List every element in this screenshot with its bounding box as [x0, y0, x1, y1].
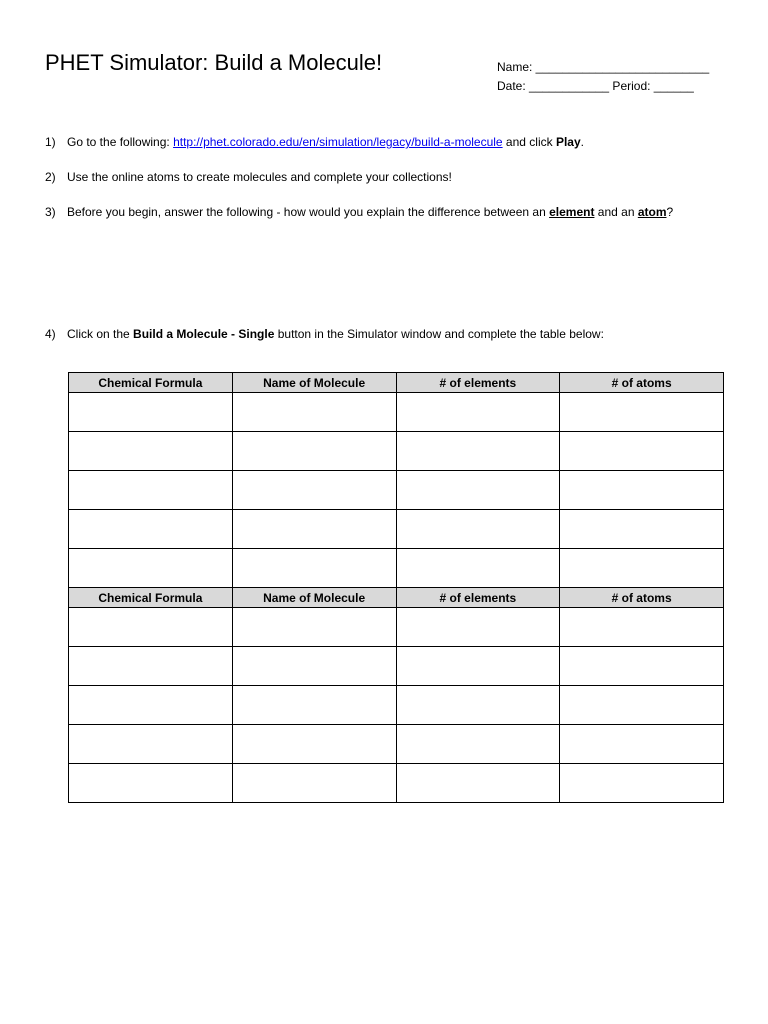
table-header-row [69, 373, 724, 393]
header-chemical-formula: Chemical Formula [69, 588, 233, 608]
table-cell[interactable] [396, 686, 560, 725]
table-cell[interactable] [232, 686, 396, 725]
table-cell[interactable] [396, 647, 560, 686]
question-text: Click on the [67, 327, 134, 341]
simulation-link[interactable]: http://phet.colorado.edu/en/simulation/legacy/build-a-molecule [173, 135, 503, 149]
table-cell[interactable] [396, 510, 560, 549]
table-cell[interactable] [396, 608, 560, 647]
table-cell[interactable] [396, 725, 560, 764]
table-row [69, 686, 724, 725]
table-row [69, 725, 724, 764]
table-cell[interactable] [560, 686, 724, 725]
question-text: Before you begin, answer the following - how would you explain the difference between an [67, 205, 550, 219]
table-cell[interactable] [560, 393, 724, 432]
table-row [69, 764, 724, 803]
table-cell[interactable] [232, 510, 396, 549]
table-cell[interactable] [396, 393, 560, 432]
table-cell[interactable] [396, 432, 560, 471]
header-num-atoms: # of atoms [560, 588, 724, 608]
table-row [69, 647, 724, 686]
table-cell[interactable] [69, 510, 233, 549]
table-row [69, 608, 724, 647]
question-text: button in the Simulator window and complete the table below: [274, 327, 604, 341]
table-cell[interactable] [396, 471, 560, 510]
table-row [69, 510, 724, 549]
header-name-of-molecule: Name of Molecule [232, 588, 396, 608]
table-cell[interactable] [560, 471, 724, 510]
table-header-row [69, 588, 724, 608]
header-num-elements: # of elements [396, 373, 560, 393]
table-cell[interactable] [69, 432, 233, 471]
table-cell[interactable] [560, 510, 724, 549]
question-3 [45, 205, 673, 219]
element-term: element [549, 205, 595, 219]
table-row [69, 471, 724, 510]
table-cell[interactable] [560, 608, 724, 647]
table-cell[interactable] [69, 764, 233, 803]
question-text: Use the online atoms to create molecules and complete your collections! [67, 170, 452, 184]
molecule-table [68, 372, 724, 803]
question-2 [45, 170, 452, 184]
question-1 [45, 135, 584, 149]
table-cell[interactable] [69, 608, 233, 647]
question-number: 3) [45, 205, 56, 219]
table-cell[interactable] [232, 432, 396, 471]
question-text: and an [594, 205, 638, 219]
table-cell[interactable] [232, 764, 396, 803]
table-cell[interactable] [396, 549, 560, 588]
table-cell[interactable] [560, 725, 724, 764]
button-name-keyword: Build a Molecule - Single [133, 327, 275, 341]
page-title: PHET Simulator: Build a Molecule! [45, 50, 383, 75]
table-cell[interactable] [560, 764, 724, 803]
table-cell[interactable] [69, 471, 233, 510]
table-cell[interactable] [560, 432, 724, 471]
header-chemical-formula: Chemical Formula [69, 373, 233, 393]
table-cell[interactable] [69, 549, 233, 588]
atom-term: atom [637, 205, 667, 219]
table-cell[interactable] [232, 647, 396, 686]
question-4 [45, 327, 604, 341]
table-row [69, 549, 724, 588]
table-cell[interactable] [69, 393, 233, 432]
question-text: Go to the following: [67, 135, 174, 149]
table-row [69, 393, 724, 432]
table-cell[interactable] [232, 725, 396, 764]
question-number: 4) [45, 327, 56, 341]
table-cell[interactable] [69, 647, 233, 686]
table-cell[interactable] [560, 549, 724, 588]
question-text: ? [666, 205, 674, 219]
question-number: 1) [45, 135, 56, 149]
table-cell[interactable] [560, 647, 724, 686]
table-cell[interactable] [232, 549, 396, 588]
header-num-atoms: # of atoms [560, 373, 724, 393]
header-name-of-molecule: Name of Molecule [232, 373, 396, 393]
header-num-elements: # of elements [396, 588, 560, 608]
question-number: 2) [45, 170, 56, 184]
date-period-field-line: Date: ____________ Period: ______ [497, 79, 694, 93]
name-field-line: Name: __________________________ [497, 60, 710, 74]
question-text: and click [502, 135, 556, 149]
table-cell[interactable] [232, 393, 396, 432]
table-cell[interactable] [232, 471, 396, 510]
table-cell[interactable] [232, 608, 396, 647]
table-row [69, 432, 724, 471]
question-text: . [580, 135, 584, 149]
table-cell[interactable] [69, 686, 233, 725]
table-cell[interactable] [396, 764, 560, 803]
table-cell[interactable] [69, 725, 233, 764]
play-keyword: Play [555, 135, 581, 149]
